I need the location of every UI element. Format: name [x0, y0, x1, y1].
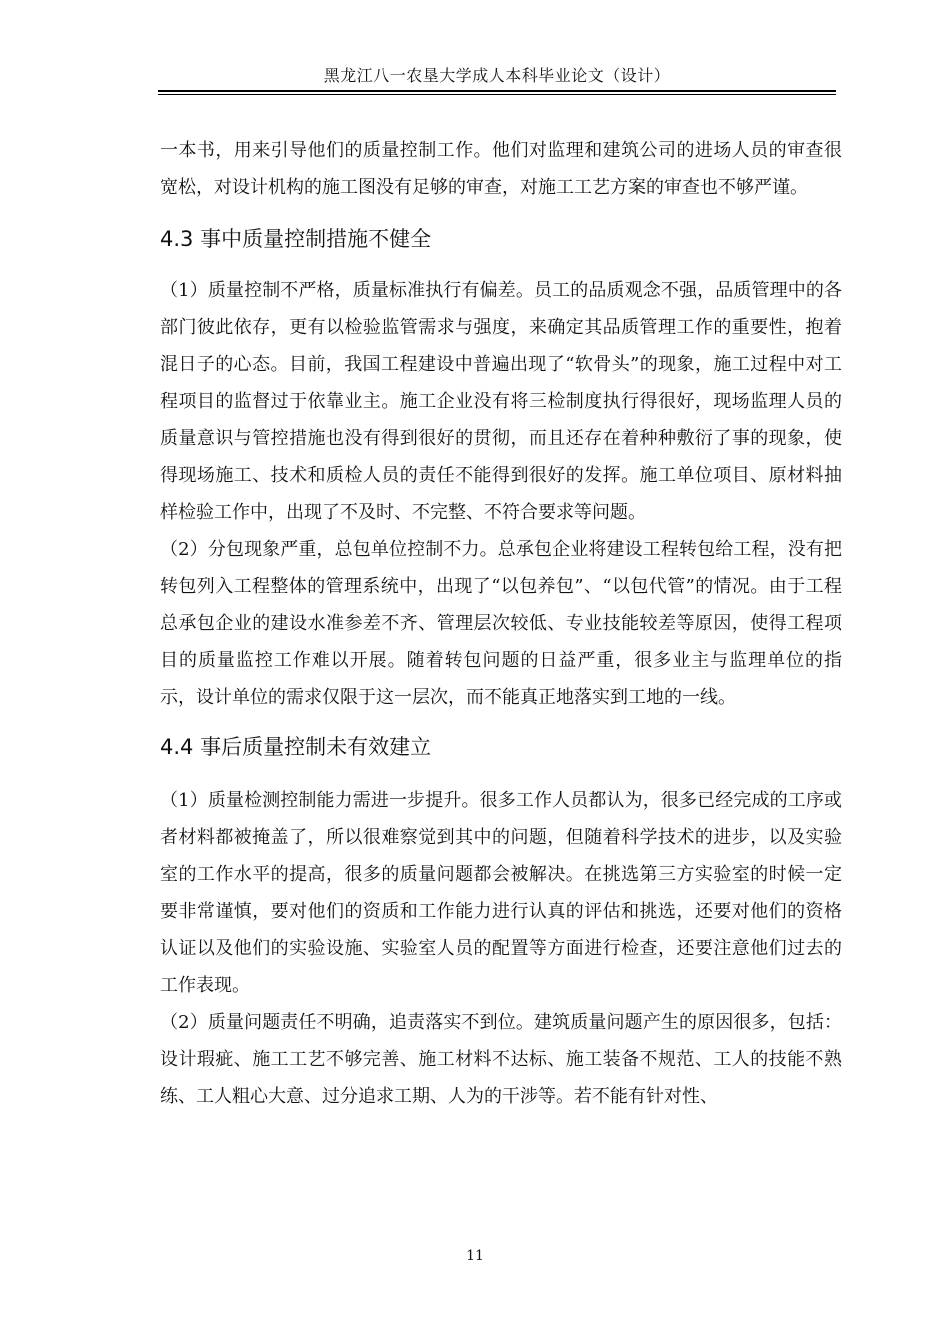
paragraph-4-3-1: （1）质量控制不严格，质量标准执行有偏差。员工的品质观念不强，品质管理中的各部门彼此依存，更有以检验监管需求与强度，来确定其品质管理工作的重要性，抱着混日子的心态。目前，我国工程建设中普遍出现了“软骨头”的现象，施工过程中对工程项目的监督过于依靠业主。施工企业没有将三检制度执行得很好，现场监理人员的质量意识与管控措施也没有得到很好的贯彻，而且还存在着种种敷衍了事的现象，使得现场施工、技术和质检人员的责任不能得到很好的发挥。施工单位项目、原材料抽样检验工作中，出现了不及时、不完整、不符合要求等问题。: [160, 280, 842, 523]
header-rule-thick: [158, 90, 836, 92]
paragraph-4-4-2: （2）质量问题责任不明确，追责落实不到位。建筑质量问题产生的原因很多，包括：设计瑕疵、施工工艺不够完善、施工材料不达标、施工装备不规范、工人的技能不熟练、工人粗心大意、过分追求工期、人为的干涉等。若不能有针对性、: [160, 1012, 842, 1107]
section-heading-4-4: 4.4 事后质量控制未有效建立: [160, 735, 432, 759]
paragraph-4-4-1: （1）质量检测控制能力需进一步提升。很多工作人员都认为，很多已经完成的工序或者材料都被掩盖了，所以很难察觉到其中的问题，但随着科学技术的进步，以及实验室的工作水平的提高，很多的质量问题都会被解决。在挑选第三方实验室的时候一定要非常谨慎，要对他们的资质和工作能力进行认真的评估和挑选，还要对他们的资格认证以及他们的实验设施、实验室人员的配置等方面进行检查，还要注意他们过去的工作表现。: [160, 790, 842, 996]
paragraph-intro: 一本书，用来引导他们的质量控制工作。他们对监理和建筑公司的进场人员的审查很宽松，对设计机构的施工图没有足够的审查，对施工工艺方案的审查也不够严谨。: [160, 140, 842, 198]
header-rule-thin: [158, 94, 836, 95]
page-number: 11: [466, 1248, 484, 1264]
paragraph-4-3-2: （2）分包现象严重，总包单位控制不力。总承包企业将建设工程转包给工程，没有把转包列入工程整体的管理系统中，出现了“以包养包”、“以包代管”的情况。由于工程总承包企业的建设水准参差不齐、管理层次较低、专业技能较差等原因，使得工程项目的质量监控工作难以开展。随着转包问题的日益严重，很多业主与监理单位的指示，设计单位的需求仅限于这一层次，而不能真正地落实到工地的一线。: [160, 539, 842, 708]
section-heading-4-3: 4.3 事中质量控制措施不健全: [160, 227, 432, 251]
running-header: 黑龙江八一农垦大学成人本科毕业论文（设计）: [323, 66, 671, 85]
body-text: [160, 132, 842, 1115]
